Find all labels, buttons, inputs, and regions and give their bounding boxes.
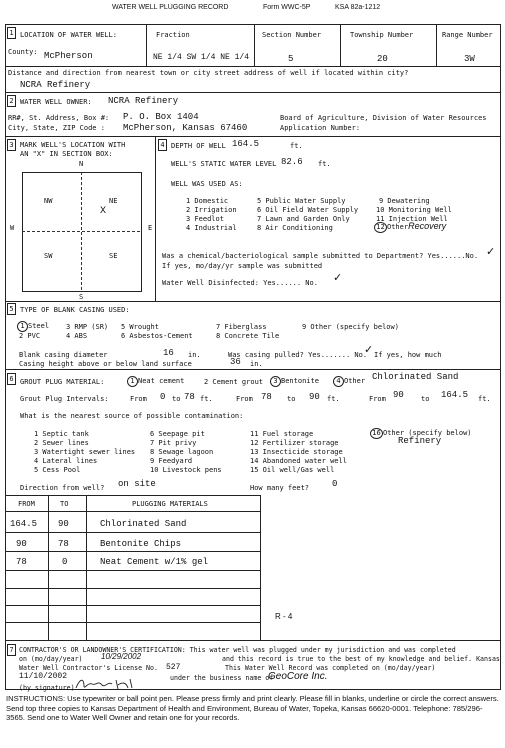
interval-1-from[interactable]: 0 xyxy=(160,392,166,402)
depth-field[interactable]: 164.5 xyxy=(232,139,260,149)
casing-option[interactable]: 9 Other (specify below) xyxy=(302,323,399,331)
source-option[interactable]: 13 Insecticide storage xyxy=(250,448,343,456)
range-field[interactable]: 3W xyxy=(464,54,475,64)
table-cell-to[interactable]: 78 xyxy=(58,539,69,549)
casing-height-field[interactable]: 36 xyxy=(230,357,241,367)
source-other-field[interactable]: Refinery xyxy=(398,436,442,446)
business-name-field[interactable]: GeoCore Inc. xyxy=(268,671,328,682)
selected-circle: 16 xyxy=(370,428,383,439)
signature-image xyxy=(72,676,142,692)
table-cell-material[interactable]: Bentonite Chips xyxy=(100,539,182,549)
casing-option[interactable]: 5 Wrought xyxy=(121,323,159,331)
selected-circle: 4 xyxy=(333,376,344,387)
casing-option[interactable]: 7 Fiberglass xyxy=(216,323,267,331)
section-number-6: 6 xyxy=(7,373,16,385)
how-much-label: If yes, how much xyxy=(374,351,442,359)
section-number-2: 2 xyxy=(7,95,16,107)
record-date-field[interactable]: 11/10/2002 xyxy=(19,672,68,681)
county-field[interactable]: McPherson xyxy=(44,51,93,61)
use-option[interactable]: 9 Dewatering xyxy=(379,197,430,205)
signature-label: (by signature) xyxy=(19,684,75,692)
section-number-5: 5 xyxy=(7,303,16,315)
table-row-line xyxy=(5,532,260,533)
checkmark: ✓ xyxy=(333,272,343,284)
use-option[interactable]: 8 Air Conditioning xyxy=(257,224,333,232)
certification-text-2: and this record is true to the best of my knowledge and belief. Kansas xyxy=(222,655,500,663)
static-level-field[interactable]: 82.6 xyxy=(281,157,303,167)
casing-height-label: Casing height above or below land surface xyxy=(19,360,192,368)
interval-3-to[interactable]: 164.5 xyxy=(441,390,469,400)
city-field[interactable]: McPherson, Kansas 67460 xyxy=(123,123,248,133)
table-cell-material[interactable]: Chlorinated Sand xyxy=(100,519,187,529)
casing-option[interactable]: 4 ABS xyxy=(66,332,88,340)
table-cell-from[interactable]: 90 xyxy=(16,539,27,549)
section-grid-box[interactable] xyxy=(22,172,142,292)
grout-intervals-label: Grout Plug Intervals: xyxy=(20,395,109,403)
interval-2-to[interactable]: 90 xyxy=(309,392,320,402)
table-header-from: FROM xyxy=(18,500,35,508)
grout-bentonite-label: Bentonite xyxy=(281,377,319,385)
certification-text: CONTRACTOR'S OR LANDOWNER'S CERTIFICATION: This water well was plugged under my jurisdiction and was completed xyxy=(19,646,456,654)
completion-date-field[interactable]: 10/29/2002 xyxy=(101,652,142,661)
casing-option[interactable]: 2 PVC xyxy=(19,332,41,340)
compass-e: E xyxy=(148,224,153,232)
interval-unit: ft. xyxy=(327,395,340,403)
grout-option-selected[interactable] xyxy=(333,376,365,387)
interval-to-label: to xyxy=(287,395,296,403)
table-cell-from[interactable]: 164.5 xyxy=(10,519,38,529)
reference-note: R - 4 xyxy=(275,612,293,621)
instructions-text: INSTRUCTIONS: Use typewriter or ball point pen. Please press firmly and print clearly. Please fill in blanks, underline or circle the correct answers. Send top three copies to Kansas Department of Health and Environment, Bureau of Water, Topeka, Kansas 66620-0001. Telephone: 785/296-3565. Send one to Water Well Owner and retain one for your records. xyxy=(6,694,499,722)
source-option[interactable]: 15 Oil well/Gas well xyxy=(250,466,335,474)
contamination-source-label: What is the nearest source of possible contamination: xyxy=(20,412,244,420)
city-label: City, State, ZIP Code : xyxy=(8,124,105,132)
section-label: Section Number xyxy=(262,31,322,39)
quadrant-se: SE xyxy=(109,252,118,260)
fraction-field[interactable]: NE 1/4 SW 1/4 NE 1/4 xyxy=(153,53,250,62)
source-option[interactable]: 8 Sewage lagoon xyxy=(150,448,214,456)
casing-option[interactable]: 6 Asbestos-Cement xyxy=(121,332,193,340)
table-row-line xyxy=(5,588,260,589)
grout-other-label: Other xyxy=(344,377,366,385)
direction-field[interactable]: on site xyxy=(118,479,156,489)
interval-1-to[interactable]: 78 xyxy=(184,392,195,402)
source-option[interactable]: 10 Livestock pens xyxy=(150,466,222,474)
township-label: Township Number xyxy=(350,31,414,39)
distance-feet-field[interactable]: 0 xyxy=(332,479,338,489)
grout-label: GROUT PLUG MATERIAL: xyxy=(20,378,105,386)
checkmark: ✓ xyxy=(364,344,374,356)
casing-option[interactable]: 3 RMP (SR) xyxy=(66,323,109,331)
used-as-label: WELL WAS USED AS: xyxy=(171,180,243,188)
address-label: RR#, St. Address, Box #: xyxy=(8,114,110,122)
table-cell-from[interactable]: 78 xyxy=(16,557,27,567)
divider xyxy=(436,24,437,66)
use-option[interactable]: 3 Feedlot xyxy=(186,215,224,223)
table-row-line xyxy=(5,511,260,512)
casing-option[interactable]: 8 Concrete Tile xyxy=(216,332,280,340)
license-label: Water Well Contractor's License No. xyxy=(19,664,158,672)
grid-line xyxy=(22,231,140,232)
table-cell-material[interactable]: Neat Cement w/1% gel xyxy=(100,557,209,567)
use-option-selected[interactable] xyxy=(374,221,446,233)
board-label: Board of Agriculture, Division of Water Resources xyxy=(280,114,487,122)
static-level-label: WELL'S STATIC WATER LEVEL xyxy=(171,160,277,168)
quadrant-sw: SW xyxy=(44,252,53,260)
use-option[interactable]: 10 Monitoring Well xyxy=(376,206,452,214)
grout-option-selected[interactable] xyxy=(270,376,319,387)
use-option[interactable]: 5 Public Water Supply xyxy=(257,197,346,205)
source-option[interactable]: 9 Feedyard xyxy=(150,457,193,465)
divider xyxy=(5,136,500,137)
use-other-label: Other xyxy=(387,223,409,231)
source-option[interactable]: 14 Abandoned water well xyxy=(250,457,347,465)
owner-field[interactable]: NCRA Refinery xyxy=(108,96,179,106)
form-number: Form WWC-5P xyxy=(263,4,311,11)
owner-label: WATER WELL OWNER: xyxy=(20,98,92,106)
ksa-reference: KSA 82a-1212 xyxy=(335,4,381,11)
divider xyxy=(146,24,147,66)
table-cell-to[interactable]: 90 xyxy=(58,519,69,529)
table-row-line xyxy=(5,605,260,606)
mark-location-label-2: AN "X" IN SECTION BOX: xyxy=(20,150,113,158)
distance-label: Distance and direction from nearest town or city street address of well if located within city? xyxy=(8,69,409,77)
casing-pulled-question: Was casing pulled? Yes....... No. xyxy=(228,351,368,359)
depth-unit: ft. xyxy=(290,142,303,150)
range-label: Range Number xyxy=(442,31,493,39)
address-field[interactable]: P. O. Box 1404 xyxy=(123,112,199,122)
fraction-label: Fraction xyxy=(156,31,190,39)
compass-n: N xyxy=(79,160,84,168)
interval-from-label: From xyxy=(130,395,147,403)
table-column-divider xyxy=(260,495,261,640)
table-column-divider xyxy=(48,495,49,640)
well-location-mark: X xyxy=(100,206,107,217)
table-row-line xyxy=(5,551,260,552)
table-row-line xyxy=(5,622,260,623)
source-option[interactable]: 4 Lateral lines xyxy=(34,457,98,465)
form-title: WATER WELL PLUGGING RECORD xyxy=(112,4,229,11)
checkmark: ✓ xyxy=(486,246,496,258)
table-column-divider xyxy=(86,495,87,640)
use-other-field[interactable]: Recovery xyxy=(408,221,447,231)
license-field[interactable]: 527 xyxy=(166,663,181,672)
divider xyxy=(155,136,156,301)
township-field[interactable]: 20 xyxy=(377,54,388,64)
grout-option-selected[interactable] xyxy=(127,376,184,387)
certification-date-label: on (mo/day/year) xyxy=(19,655,83,663)
divider xyxy=(5,369,500,370)
source-option[interactable]: 3 Watertight sewer lines xyxy=(34,448,136,456)
divider xyxy=(5,640,500,641)
record-completed-label: This Water Well Record was completed on (mo/day/year) xyxy=(225,664,436,672)
depth-label: DEPTH OF WELL xyxy=(171,142,226,150)
static-level-unit: ft. xyxy=(318,160,331,168)
source-option[interactable]: 12 Fertilizer storage xyxy=(250,439,339,447)
use-option[interactable]: 1 Domestic xyxy=(186,197,229,205)
compass-s: S xyxy=(79,293,84,301)
casing-steel-label: Steel xyxy=(28,322,50,330)
interval-unit: ft. xyxy=(200,395,213,403)
casing-diameter-label: Blank casing diameter xyxy=(19,351,108,359)
source-option[interactable]: 1 Septic tank xyxy=(34,430,89,438)
section-field[interactable]: 5 xyxy=(288,54,294,64)
distance-feet-label: How many feet? xyxy=(250,484,310,492)
casing-height-unit: in. xyxy=(250,360,263,368)
quadrant-ne: NE xyxy=(109,197,118,205)
table-row-line xyxy=(5,570,260,571)
selected-circle: 12 xyxy=(374,222,387,233)
section-number-7: 7 xyxy=(7,644,16,656)
use-option[interactable]: 4 Industrial xyxy=(186,224,237,232)
compass-w: W xyxy=(10,224,15,232)
interval-from-label: From xyxy=(236,395,253,403)
source-other-label: Other (specify below) xyxy=(383,429,472,437)
distance-field[interactable]: NCRA Refinery xyxy=(20,80,91,90)
use-option[interactable]: 7 Lawn and Garden Only xyxy=(257,215,350,223)
table-header-materials: PLUGGING MATERIALS xyxy=(132,500,208,508)
divider xyxy=(254,24,255,66)
source-option[interactable]: 6 Seepage pit xyxy=(150,430,205,438)
grout-neat-label: Neat cement xyxy=(138,377,185,385)
use-option[interactable]: 11 Injection Well xyxy=(376,215,448,223)
interval-to-label: to xyxy=(172,395,181,403)
divider xyxy=(5,92,500,93)
interval-3-from[interactable]: 90 xyxy=(393,390,404,400)
mark-location-label: MARK WELL'S LOCATION WITH xyxy=(20,141,126,149)
interval-to-label: to xyxy=(421,395,430,403)
grout-option[interactable]: 2 Cement grout xyxy=(204,378,264,386)
casing-type-label: TYPE OF BLANK CASING USED: xyxy=(20,306,130,314)
application-number-label: Application Number: xyxy=(280,124,361,132)
quadrant-nw: NW xyxy=(44,197,53,205)
chemical-sample-question: Was a chemical/bacteriological sample submitted to Department? Yes......No. xyxy=(162,252,479,260)
county-label: County: xyxy=(8,48,38,56)
source-option[interactable]: 5 Cess Pool xyxy=(34,466,81,474)
source-option[interactable]: 11 Fuel storage xyxy=(250,430,314,438)
use-option[interactable]: 2 Irrigation xyxy=(186,206,237,214)
divider xyxy=(5,66,500,67)
source-option[interactable]: 7 Pit privy xyxy=(150,439,197,447)
section-number-4: 4 xyxy=(158,139,167,151)
section-number-3: 3 xyxy=(7,139,16,151)
table-header-to: TO xyxy=(60,500,69,508)
casing-diameter-unit: in. xyxy=(188,351,201,359)
business-name-label: under the business name of xyxy=(170,674,274,682)
interval-unit: ft. xyxy=(478,395,491,403)
divider xyxy=(340,24,341,66)
interval-from-label: From xyxy=(369,395,386,403)
divider xyxy=(5,301,500,302)
location-label: LOCATION OF WATER WELL: xyxy=(20,31,117,39)
selected-circle: 3 xyxy=(270,376,281,387)
selected-circle: 1 xyxy=(127,376,138,387)
table-cell-to[interactable]: 0 xyxy=(62,557,68,567)
disinfected-label: Water Well Disinfected: Yes...... No. xyxy=(162,279,318,287)
use-option[interactable]: 6 Oil Field Water Supply xyxy=(257,206,359,214)
direction-label: Direction from well? xyxy=(20,484,105,492)
casing-option-selected[interactable] xyxy=(17,321,49,332)
selected-circle: 1 xyxy=(17,321,28,332)
section-number-1: 1 xyxy=(7,27,16,39)
sample-date-label: If yes, mo/day/yr sample was submitted xyxy=(162,262,323,270)
source-option[interactable]: 2 Sewer lines xyxy=(34,439,89,447)
divider xyxy=(5,495,260,496)
casing-diameter-field[interactable]: 16 xyxy=(163,348,174,358)
grout-other-field[interactable]: Chlorinated Sand xyxy=(372,372,459,382)
interval-2-from[interactable]: 78 xyxy=(261,392,272,402)
